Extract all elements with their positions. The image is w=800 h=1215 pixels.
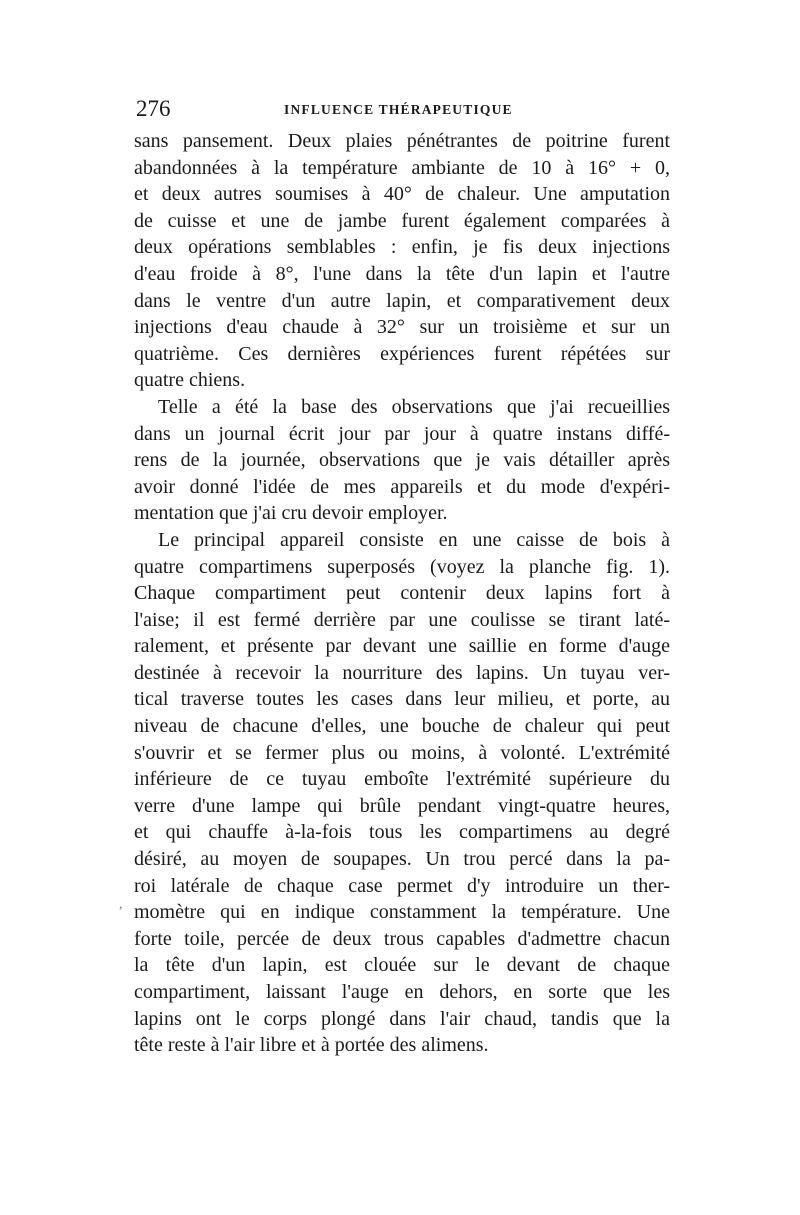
text-line: et qui chauffe à-la-fois tous les compartimens au degré xyxy=(134,821,670,844)
page-number: 276 xyxy=(136,96,171,121)
text-line: désiré, au moyen de soupapes. Un trou percé dans la pa- xyxy=(134,848,670,871)
text-line: momètre qui en indique constamment la température. Une xyxy=(134,901,670,924)
text-line: dans le ventre d'un autre lapin, et comparativement deux xyxy=(134,289,670,312)
text-line: injections d'eau chaude à 32° sur un troisième et sur un xyxy=(134,316,670,339)
text-line: roi latérale de chaque case permet d'y introduire un ther- xyxy=(134,874,670,897)
text-line: abandonnées à la température ambiante de 10 à 16° + 0, xyxy=(134,156,670,179)
text-line: niveau de chacune d'elles, une bouche de chaleur qui peut xyxy=(134,715,670,738)
text-line: tical traverse toutes les cases dans leur milieu, et porte, au xyxy=(134,688,670,711)
text-line: inférieure de ce tuyau emboîte l'extrémité supérieure du xyxy=(134,768,670,791)
page-header xyxy=(136,96,670,126)
text-line: Chaque compartiment peut contenir deux lapins fort à xyxy=(134,582,670,605)
text-line: quatrième. Ces dernières expériences furent répétées sur xyxy=(134,342,670,365)
text-line: la tête d'un lapin, est clouée sur le devant de chaque xyxy=(134,954,670,977)
text-line: lapins ont le corps plongé dans l'air chaud, tandis que la xyxy=(134,1007,670,1030)
paragraph-first-line: Le principal appareil consiste en une caisse de bois à xyxy=(158,528,670,551)
text-line: verre d'une lampe qui brûle pendant vingt-quatre heures, xyxy=(134,794,670,817)
text-line: dans un journal écrit jour par jour à quatre instans diffé- xyxy=(134,422,670,445)
text-line: forte toile, percée de deux trous capables d'admettre chacun xyxy=(134,927,670,950)
text-line: tête reste à l'air libre et à portée des alimens. xyxy=(134,1034,489,1057)
text-line: avoir donné l'idée de mes appareils et du mode d'expéri- xyxy=(134,475,670,498)
text-line: quatre compartimens superposés (voyez la planche fig. 1). xyxy=(134,555,670,578)
text-line: compartiment, laissant l'auge en dehors, en sorte que les xyxy=(134,981,670,1003)
text-line: mentation que j'ai cru devoir employer. xyxy=(134,502,448,525)
text-line: l'aise; il est fermé derrière par une coulisse se tirant laté- xyxy=(134,608,670,631)
margin-mark: , xyxy=(119,897,123,912)
text-line: d'eau froide à 8°, l'une dans la tête d'un lapin et l'autre xyxy=(134,262,670,285)
text-line: de cuisse et une de jambe furent également comparées à xyxy=(134,209,670,232)
text-line: rens de la journée, observations que je vais détailler après xyxy=(134,449,670,472)
running-head: INFLUENCE THÉRAPEUTIQUE xyxy=(284,102,513,117)
text-line: ralement, et présente par devant une saillie en forme d'auge xyxy=(134,635,670,658)
text-line: quatre chiens. xyxy=(134,369,246,392)
paragraph-first-line: Telle a été la base des observations que j'ai recueillies xyxy=(158,395,670,418)
text-line: sans pansement. Deux plaies pénétrantes de poitrine furent xyxy=(134,130,670,152)
text-line: destinée à recevoir la nourriture des lapins. Un tuyau ver- xyxy=(134,661,670,684)
text-line: deux opérations semblables : enfin, je fis deux injections xyxy=(134,236,670,259)
text-line: s'ouvrir et se fermer plus ou moins, à volonté. L'extrémité xyxy=(134,741,670,764)
body-text xyxy=(134,128,670,1059)
text-line: et deux autres soumises à 40° de chaleur. Une amputation xyxy=(134,183,670,206)
